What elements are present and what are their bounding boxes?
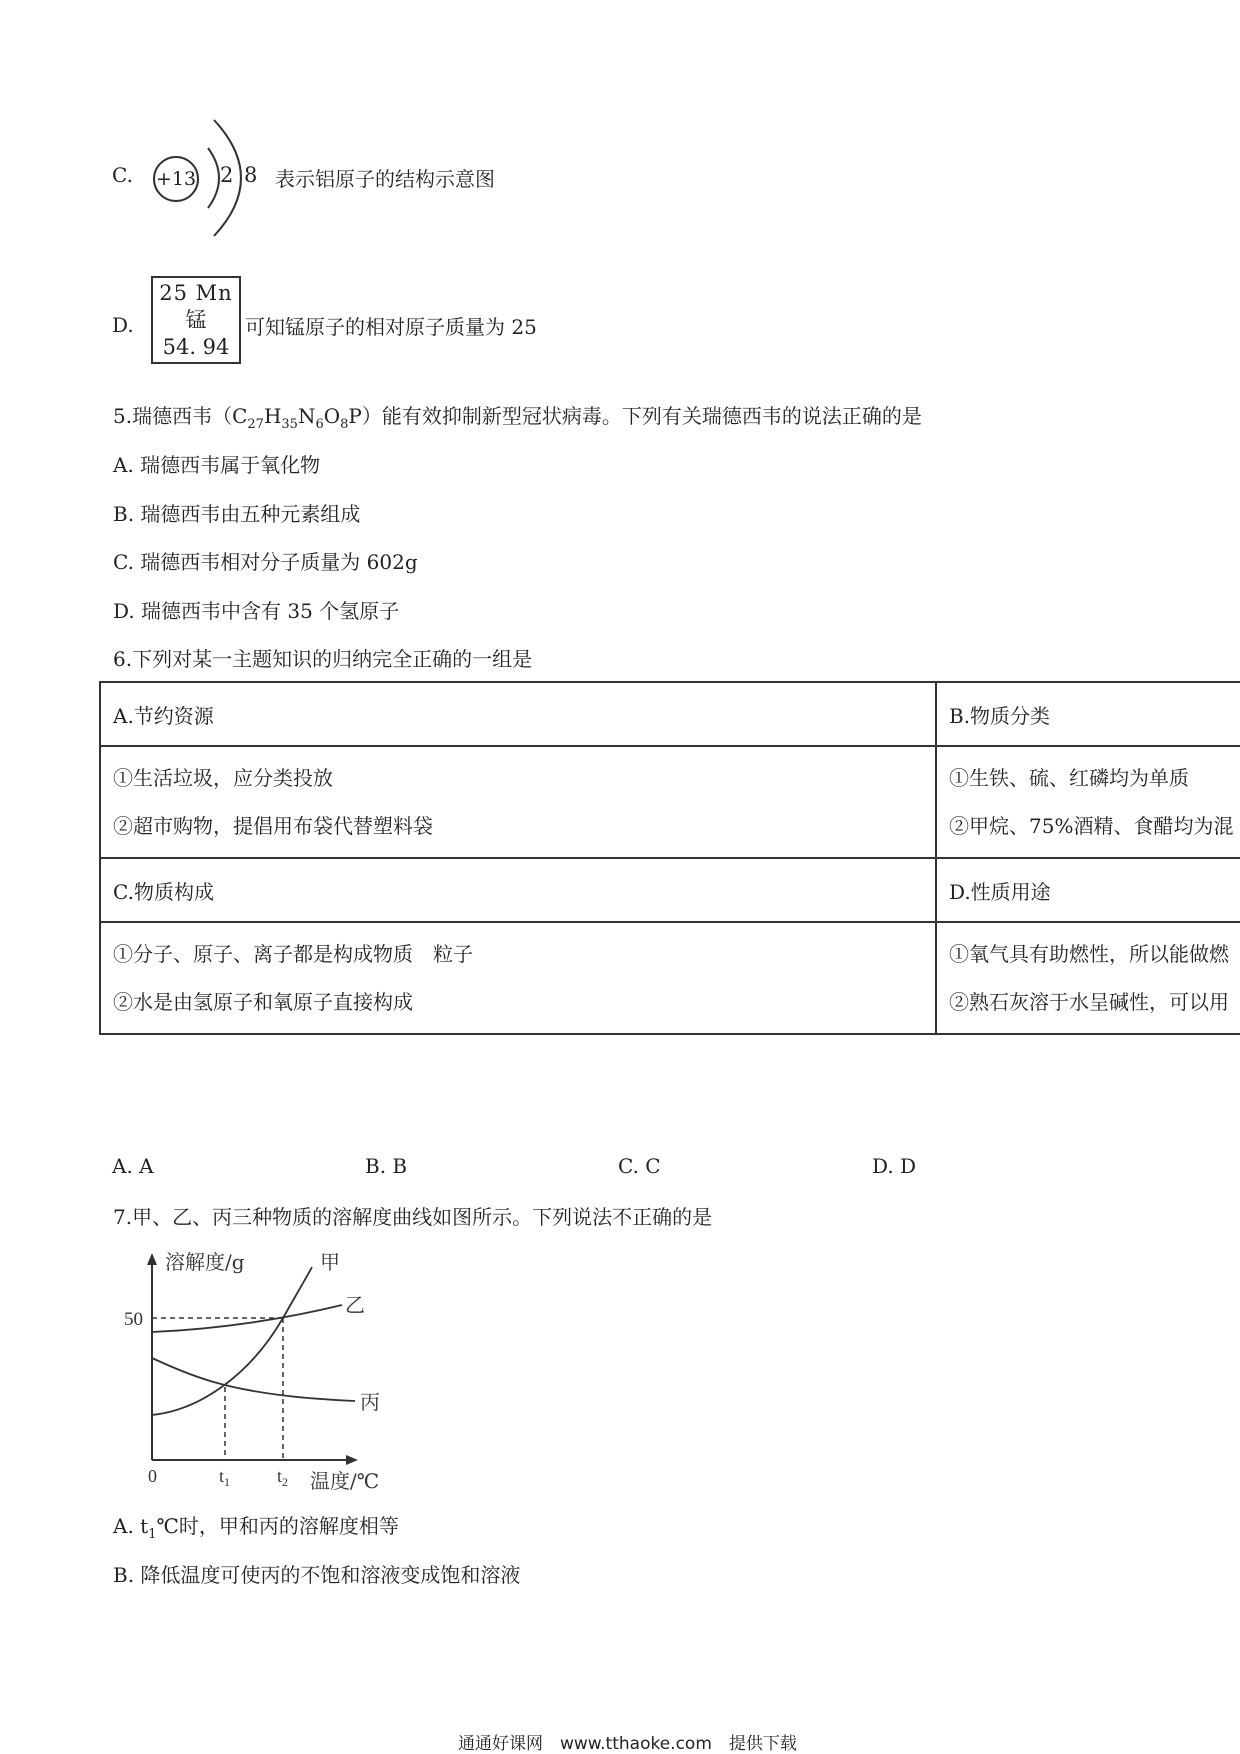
q4-option-c-letter: C. bbox=[112, 163, 133, 187]
cell-c-head: C.物质构成 bbox=[100, 858, 936, 922]
sub-n: 6 bbox=[315, 417, 324, 432]
t1-base: t bbox=[219, 1466, 225, 1486]
cell-b-head: B.物质分类 bbox=[936, 682, 1240, 746]
element-mass: 54. 94 bbox=[162, 335, 230, 359]
q6-table bbox=[99, 681, 1240, 1035]
q7-opt-a-prefix: A. t bbox=[113, 1514, 149, 1538]
q5-stem bbox=[113, 400, 922, 432]
label-yi: 乙 bbox=[345, 1293, 365, 1317]
sym-n: N bbox=[297, 404, 316, 428]
curve-bing bbox=[152, 1358, 355, 1401]
x-tick-t1 bbox=[219, 1466, 230, 1489]
sub-o: 8 bbox=[340, 417, 349, 432]
q5-stem-suffix: P）能有效抑制新型冠状病毒。下列有关瑞德西韦的说法正确的是 bbox=[348, 404, 922, 428]
cell-d-body bbox=[936, 922, 1240, 1034]
y-tick-50: 50 bbox=[124, 1309, 143, 1330]
q6-answer-a: A. A bbox=[112, 1154, 154, 1178]
origin-label: 0 bbox=[148, 1466, 157, 1486]
sub-h: 35 bbox=[281, 417, 298, 432]
q7-stem: 7.甲、乙、丙三种物质的溶解度曲线如图所示。下列说法不正确的是 bbox=[113, 1205, 713, 1229]
q4-option-d-letter: D. bbox=[112, 313, 134, 337]
cell-a-line1: ①生活垃圾，应分类投放 bbox=[113, 766, 333, 790]
cell-c-body bbox=[100, 922, 936, 1034]
y-axis-label: 溶解度/g bbox=[165, 1250, 245, 1274]
sub-c: 27 bbox=[247, 417, 264, 432]
q6-stem: 6.下列对某一主题知识的归纳完全正确的一组是 bbox=[113, 647, 533, 671]
q5-option-b: B. 瑞德西韦由五种元素组成 bbox=[113, 502, 361, 526]
q5-option-a: A. 瑞德西韦属于氧化物 bbox=[113, 453, 321, 477]
label-jia: 甲 bbox=[320, 1250, 340, 1274]
element-name: 锰 bbox=[185, 308, 207, 332]
q7-option-b: B. 降低温度可使丙的不饱和溶液变成饱和溶液 bbox=[113, 1563, 521, 1587]
cell-b-line1: ①生铁、硫、红磷均为单质 bbox=[949, 766, 1189, 790]
label-bing: 丙 bbox=[360, 1390, 380, 1414]
cell-b-line2: ②甲烷、75%酒精、食醋均为混 bbox=[949, 814, 1234, 838]
solubility-curve-chart bbox=[110, 1245, 400, 1505]
q5-option-c: C. 瑞德西韦相对分子质量为 602g bbox=[113, 550, 418, 574]
q7-opt-a-suffix: ℃时，甲和丙的溶解度相等 bbox=[156, 1514, 399, 1538]
y-axis-arrow-icon bbox=[147, 1253, 157, 1265]
q7-option-a bbox=[113, 1510, 399, 1542]
cell-d-line1: ①氧气具有助燃性，所以能做燃 bbox=[949, 942, 1229, 966]
sym-o: O bbox=[323, 404, 341, 428]
q4-option-c-text: 表示铝原子的结构示意图 bbox=[275, 167, 495, 191]
cell-d-line2: ②熟石灰溶于水呈碱性，可以用 bbox=[949, 990, 1229, 1014]
cell-d-head: D.性质用途 bbox=[936, 858, 1240, 922]
nucleus-charge: +13 bbox=[155, 168, 197, 190]
t2-base: t bbox=[277, 1466, 283, 1486]
x-tick-t2 bbox=[277, 1466, 288, 1489]
element-card-mn bbox=[151, 276, 241, 364]
q6-answer-d: D. D bbox=[872, 1154, 917, 1178]
t1-sub: 1 bbox=[224, 1475, 231, 1489]
q5-option-d: D. 瑞德西韦中含有 35 个氢原子 bbox=[113, 599, 400, 623]
x-axis-arrow-icon bbox=[346, 1455, 358, 1465]
q4-option-d-text: 可知锰原子的相对原子质量为 25 bbox=[245, 315, 537, 339]
sym-h: H bbox=[263, 404, 282, 428]
curve-jia bbox=[152, 1267, 312, 1415]
cell-a-line2: ②超市购物，提倡用布袋代替塑料袋 bbox=[113, 814, 433, 838]
shell-1-electrons: 2 bbox=[220, 163, 234, 187]
t2-sub: 2 bbox=[282, 1475, 289, 1489]
page-footer: 通通好课网 www.tthaoke.com 提供下载 bbox=[458, 1734, 797, 1754]
cell-a-body bbox=[100, 746, 936, 858]
q6-answer-b: B. B bbox=[365, 1154, 408, 1178]
x-axis-label: 温度/℃ bbox=[310, 1469, 380, 1493]
cell-b-body bbox=[936, 746, 1240, 858]
q6-answer-c: C. C bbox=[618, 1154, 661, 1178]
element-number-symbol: 25 Mn bbox=[159, 281, 233, 305]
cell-a-head: A.节约资源 bbox=[100, 682, 936, 746]
cell-c-line1: ①分子、原子、离子都是构成物质 粒子 bbox=[113, 942, 473, 966]
shell-2-electrons: 8 bbox=[244, 163, 258, 187]
q5-stem-prefix: 5.瑞德西韦（C bbox=[113, 404, 248, 428]
cell-c-line2: ②水是由氢原子和氧原子直接构成 bbox=[113, 990, 413, 1014]
q7-opt-a-sub: 1 bbox=[148, 1527, 157, 1542]
